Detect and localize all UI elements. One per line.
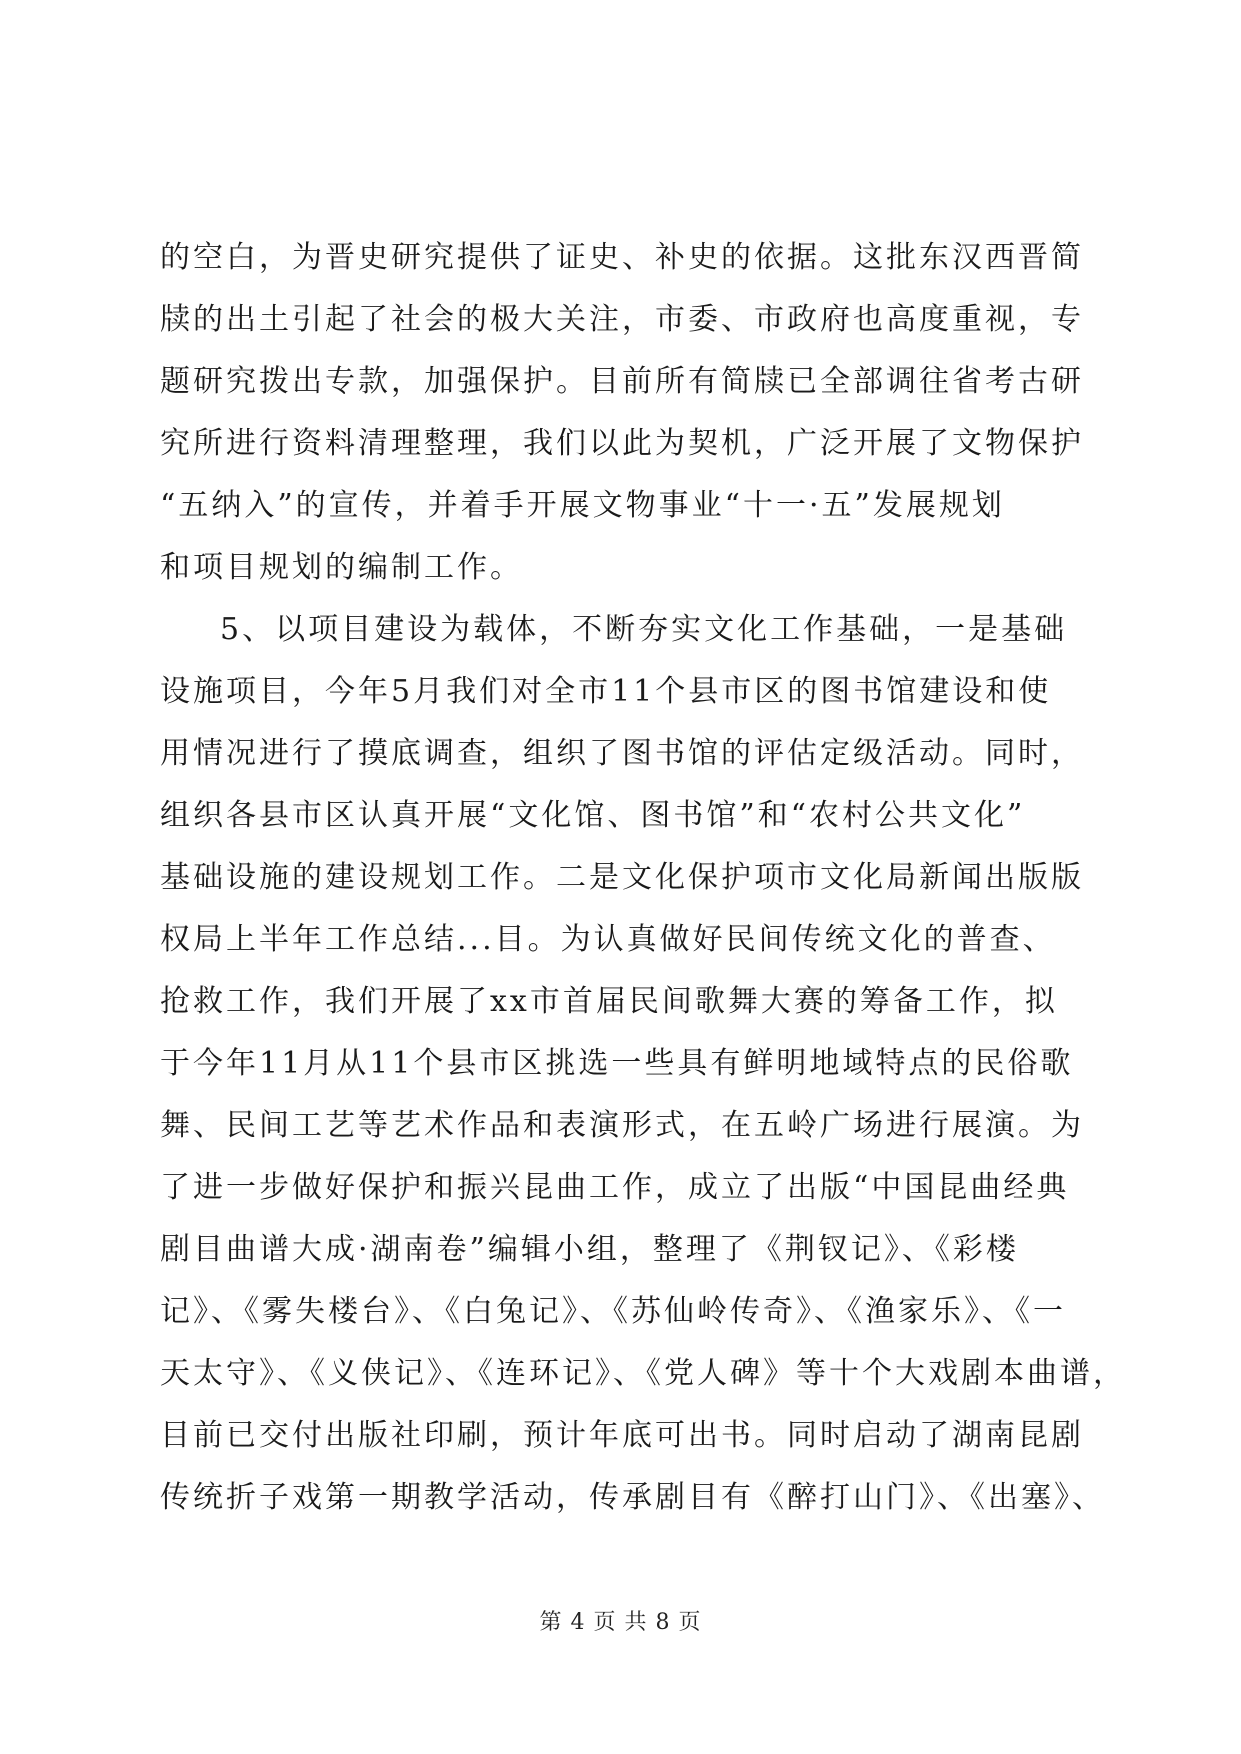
text-line: 究所进行资料清理整理，我们以此为契机，广泛开展了文物保护 xyxy=(160,426,1084,461)
text-line: 舞、民间工艺等艺术作品和表演形式，在五岭广场进行展演。为 xyxy=(160,1108,1084,1143)
paragraph-1 xyxy=(160,227,1100,599)
text-line: 权局上半年工作总结...目。为认真做好民间传统文化的普查、 xyxy=(160,922,1056,957)
text-line: 用情况进行了摸底调查，组织了图书馆的评估定级活动。同时， xyxy=(160,736,1084,771)
text-line: 设施项目，今年5月我们对全市11个县市区的图书馆建设和使 xyxy=(160,674,1052,709)
text-line: 传统折子戏第一期教学活动，传承剧目有《醉打山门》、《出塞》、 xyxy=(160,1480,1105,1515)
text-line: 题研究拨出专款，加强保护。目前所有简牍已全部调往省考古研 xyxy=(160,364,1084,399)
text-line: 组织各县市区认真开展“文化馆、图书馆”和“农村公共文化” xyxy=(160,798,1026,833)
text-line: 目前已交付出版社印刷，预计年底可出书。同时启动了湖南昆剧 xyxy=(160,1418,1084,1453)
document-body xyxy=(160,227,1126,1529)
page-footer: 第 4 页 共 8 页 xyxy=(539,1610,702,1635)
paragraph-2 xyxy=(160,599,1126,1529)
text-line: 于今年11月从11个县市区挑选一些具有鲜明地域特点的民俗歌 xyxy=(160,1046,1074,1081)
text-line: 了进一步做好保护和振兴昆曲工作，成立了出版“中国昆曲经典 xyxy=(160,1170,1070,1205)
text-line: 5、以项目建设为载体，不断夯实文化工作基础，一是基础 xyxy=(220,612,1068,647)
text-line: 的空白，为晋史研究提供了证史、补史的依据。这批东汉西晋简 xyxy=(160,240,1084,275)
text-line: 记》、《雾失楼台》、《白兔记》、《苏仙岭传奇》、《渔家乐》、《一 xyxy=(160,1294,1066,1329)
text-line: 和项目规划的编制工作。 xyxy=(160,550,523,585)
text-line: 抢救工作，我们开展了xx市首届民间歌舞大赛的筹备工作，拟 xyxy=(160,984,1058,1019)
text-line: 剧目曲谱大成·湖南卷”编辑小组，整理了《荆钗记》、《彩楼 xyxy=(160,1232,1019,1267)
text-line: “五纳入”的宣传，并着手开展文物事业“十一·五”发展规划 xyxy=(160,488,1005,523)
text-line: 牍的出土引起了社会的极大关注，市委、市政府也高度重视，专 xyxy=(160,302,1084,337)
text-line: 天太守》、《义侠记》、《连环记》、《党人碑》等十个大戏剧本曲谱， xyxy=(160,1356,1126,1391)
text-line: 基础设施的建设规划工作。二是文化保护项市文化局新闻出版版 xyxy=(160,860,1084,895)
